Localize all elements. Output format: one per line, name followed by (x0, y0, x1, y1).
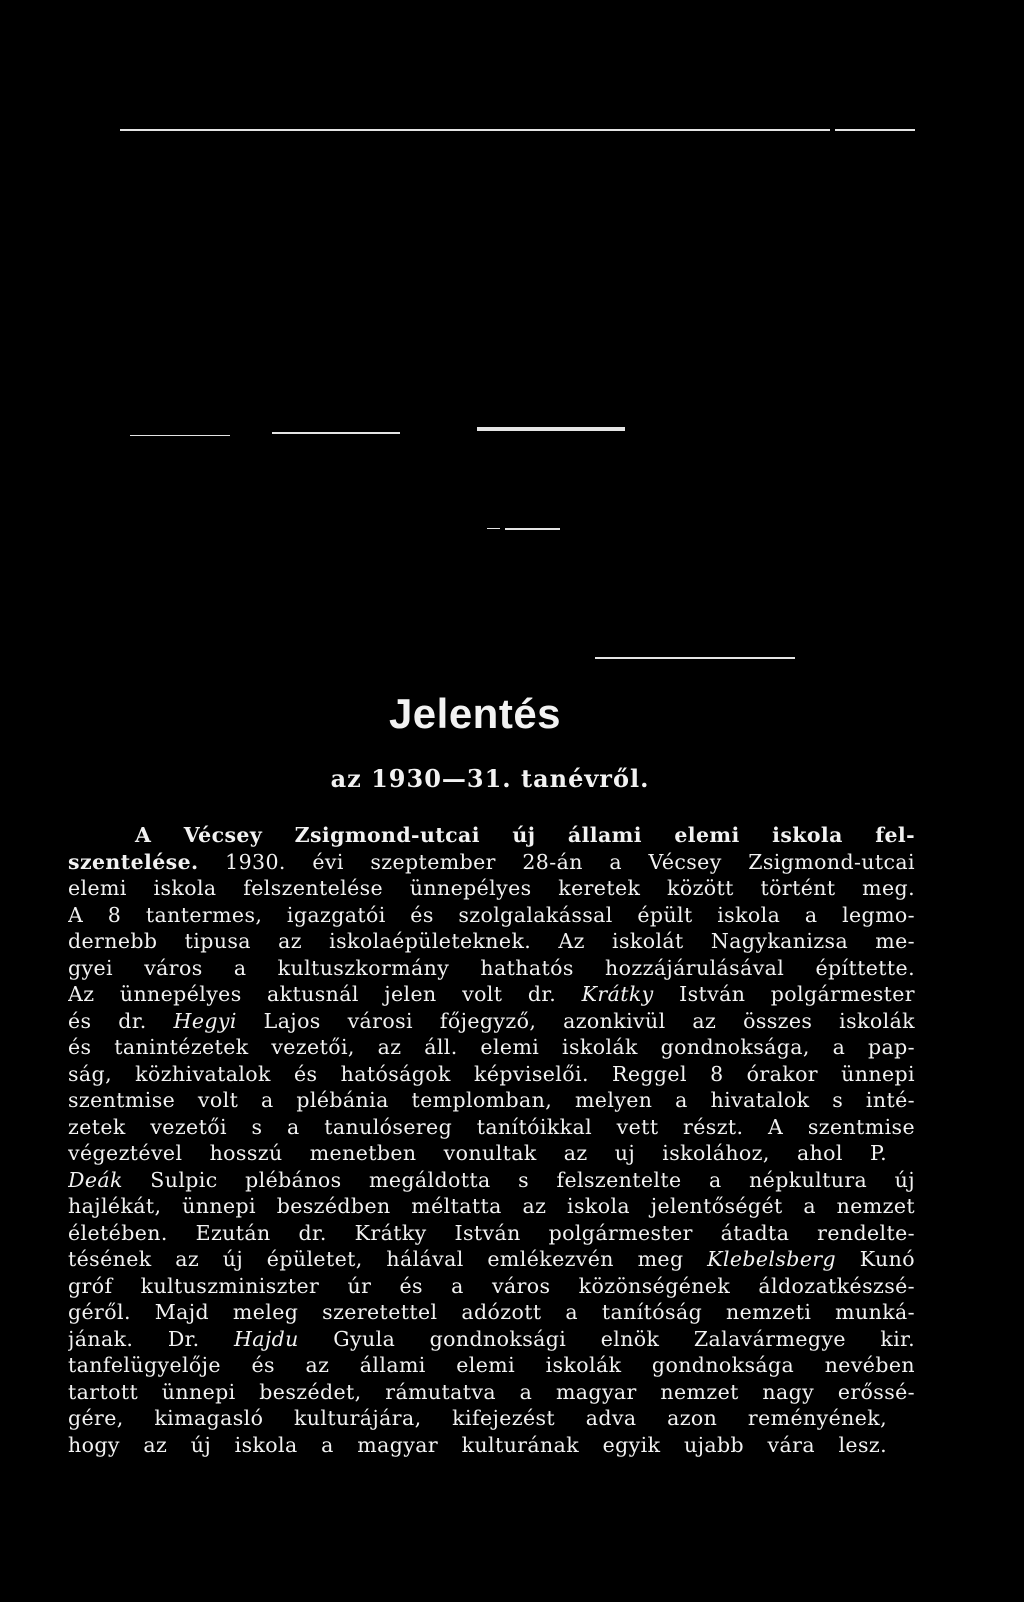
text-line (68, 849, 915, 876)
text-line: hogy az új iskola a magyar kulturának egyik ujabb vára lesz. (68, 1432, 887, 1457)
text-line (68, 1008, 915, 1035)
person-name: Hegyi (173, 1008, 237, 1033)
scan-rule (595, 657, 795, 659)
person-name: Klebelsberg (707, 1247, 837, 1271)
text-segment: 1930. évi szeptember 28-án a Vécsey Zsigmond-utcai (198, 849, 915, 874)
text-segment: és dr. (68, 1008, 174, 1033)
text-line: gróf kultuszminiszter úr és a város közönségének áldozatkészsé- (68, 1273, 915, 1298)
text-line: végeztével hosszú menetben vonultak az uj iskolához, ahol P. (68, 1141, 887, 1165)
text-line: gyei város a kultuszkormány hathatós hozzájárulásával építtette. (68, 955, 915, 980)
text-line: A 8 tantermes, igazgatói és szolgalakással épült iskola a legmo- (68, 902, 915, 927)
text-line: A Vécsey Zsigmond-utcai új állami elemi iskola fel- (135, 823, 915, 847)
scan-rule (487, 528, 500, 529)
text-segment: István polgármester (653, 982, 915, 1006)
person-name: Krátky (581, 982, 654, 1006)
text-line: szentmise volt a plébánia templomban, melyen a hivatalok s inté- (68, 1088, 915, 1112)
scan-rule (120, 129, 830, 131)
scan-rule (477, 427, 625, 431)
text-segment: Az ünnepélyes aktusnál jelen volt dr. (68, 982, 582, 1006)
scan-rule (272, 432, 400, 434)
text-line (68, 981, 915, 1008)
text-line: elemi iskola felszentelése ünnepélyes keretek között történt meg. (68, 876, 915, 900)
text-segment: Lajos városi főjegyző, azonkivül az összes iskolák (236, 1008, 915, 1033)
text-line: dernebb tipusa az iskolaépületeknek. Az iskolát Nagykanizsa me- (68, 929, 915, 953)
report-body (68, 822, 915, 1458)
text-segment: Sulpic plébános megáldotta s felszentelte a népkultura új (122, 1167, 915, 1192)
text-line: és tanintézetek vezetői, az áll. elemi iskolák gondnoksága, a pap- (68, 1035, 915, 1059)
document-subtitle: az 1930—31. tanévről. (330, 764, 650, 793)
text-line (68, 1167, 915, 1194)
document-title: Jelentés (388, 690, 562, 737)
section-heading-end: szentelése. (68, 849, 199, 874)
text-segment: Gyula gondnoksági elnök Zalavármegye kir. (298, 1326, 915, 1351)
text-line (68, 1326, 915, 1353)
scan-rule (835, 129, 915, 131)
text-line: tartott ünnepi beszédet, rámutatva a magyar nemzet nagy erőssé- (68, 1379, 915, 1404)
text-segment: jának. Dr. (68, 1326, 234, 1351)
person-name: Deák (68, 1167, 123, 1192)
text-line: életében. Ezután dr. Krátky István polgármester átadta rendelte- (68, 1220, 915, 1245)
text-line: gére, kimagasló kulturájára, kifejezést adva azon reményének, (68, 1406, 887, 1430)
text-line: hajlékát, ünnepi beszédben méltatta az iskola jelentőségét a nemzet (68, 1194, 915, 1218)
text-line (68, 1246, 915, 1273)
text-segment: Kunó (836, 1247, 915, 1271)
text-segment: tésének az új épületet, hálával emlékezvén meg (68, 1247, 708, 1271)
person-name: Hajdu (234, 1326, 299, 1351)
scan-rule (505, 528, 560, 530)
text-line: tanfelügyelője és az állami elemi iskolák gondnoksága nevében (68, 1353, 915, 1377)
text-line: géről. Majd meleg szeretettel adózott a tanítóság nemzeti munká- (68, 1300, 915, 1324)
text-line: ság, közhivatalok és hatóságok képviselői. Reggel 8 órakor ünnepi (68, 1061, 915, 1086)
text-line: zetek vezetői s a tanulósereg tanítóikkal vett részt. A szentmise (68, 1114, 915, 1139)
scan-rule (130, 435, 230, 436)
